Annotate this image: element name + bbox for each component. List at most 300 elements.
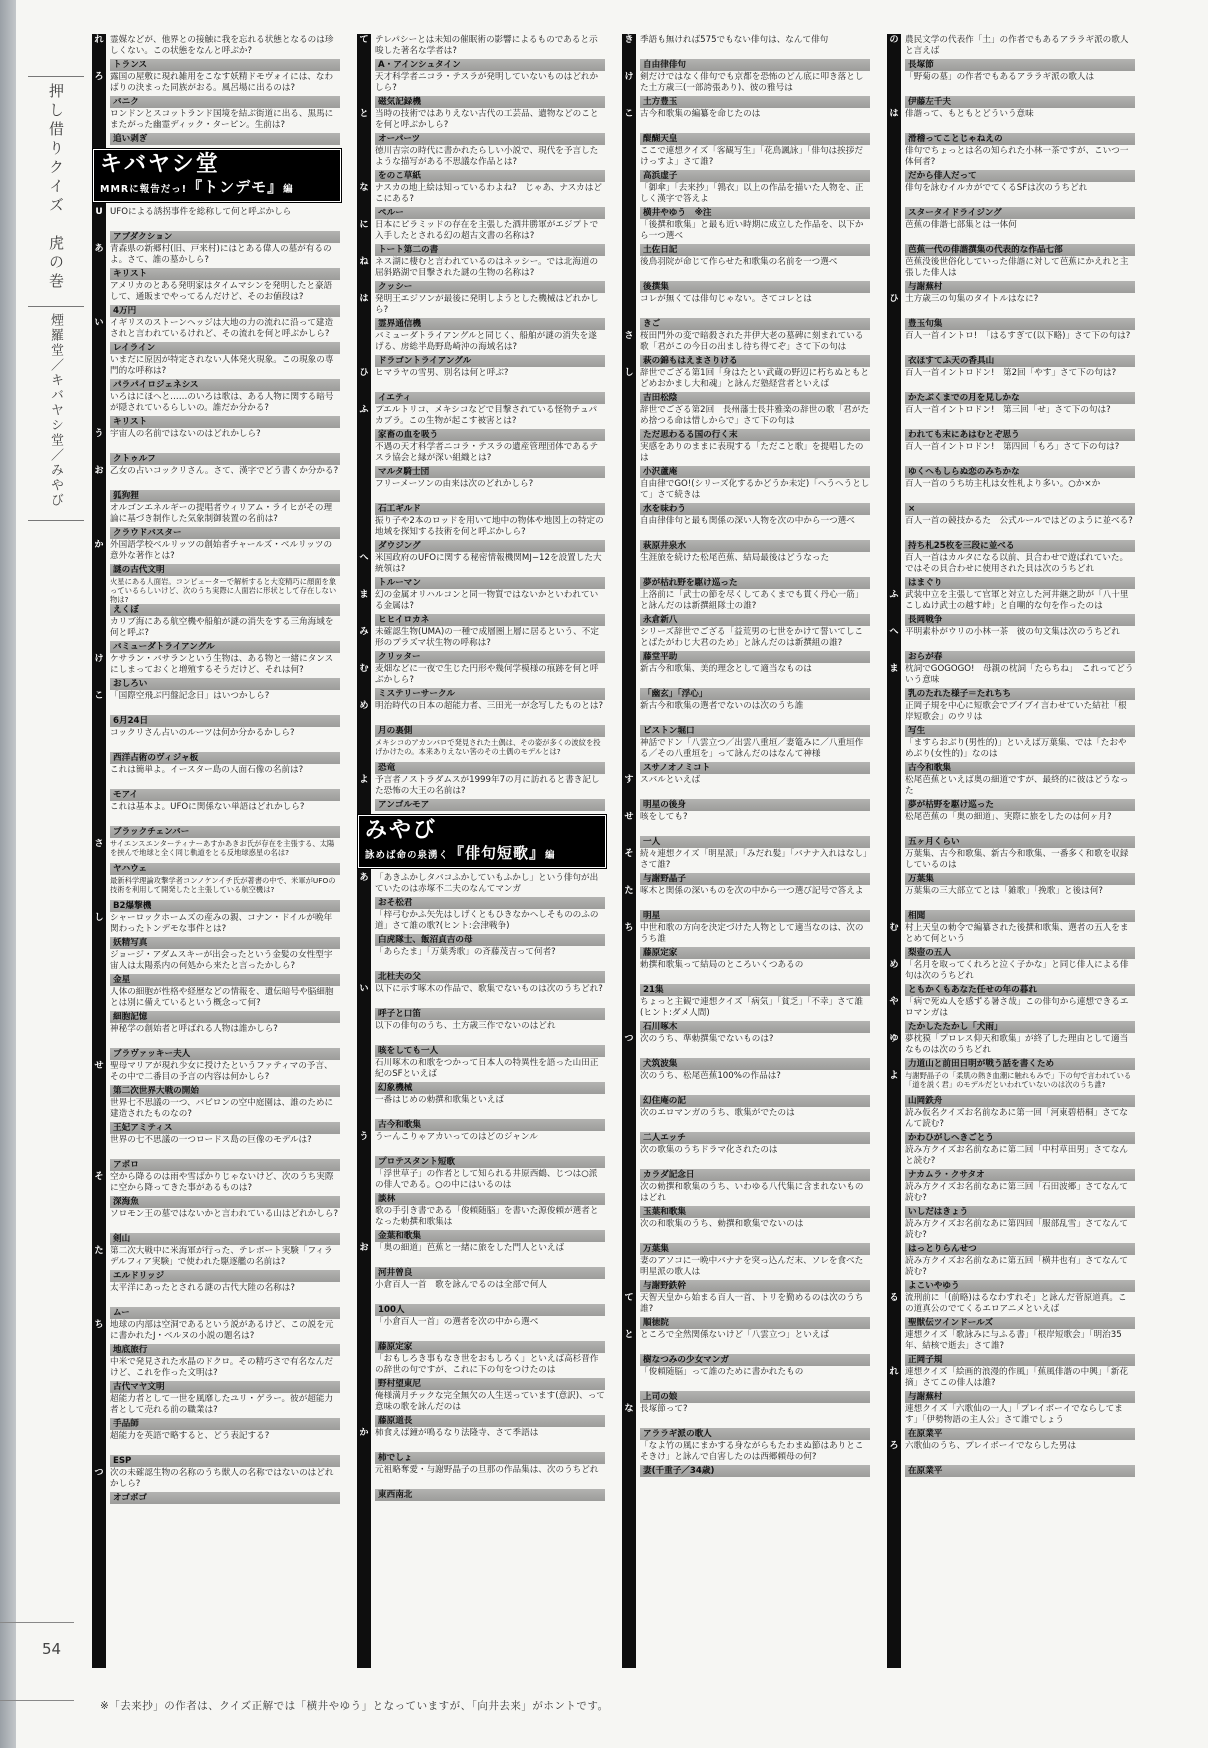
- answer-bar: 咳をしても一人: [375, 1045, 605, 1057]
- quiz-entry: [622, 1255, 872, 1292]
- question-text: 百人一首のうち坊主札は女性札より多い。○か×か: [905, 479, 1101, 489]
- question-text: 桜田門外の変で暗殺された井伊大老の墓碑に刻まれている歌「君がこの今日の出まし待ち得てぞ」さて下の句は: [640, 331, 864, 352]
- index-gutter: [622, 996, 636, 1033]
- entry-body: [371, 108, 607, 145]
- index-kana: す: [622, 774, 636, 811]
- index-kana: ゆ: [887, 1033, 901, 1070]
- section-title: みやび: [365, 818, 438, 843]
- section-subtitle-main: 『トンデモ』: [187, 178, 284, 197]
- quiz-entry: [622, 145, 872, 182]
- index-kana: む: [357, 663, 371, 700]
- entry-body: [106, 206, 342, 243]
- answer-bar: 高浜虚子: [640, 170, 870, 182]
- entry-body: [106, 539, 342, 576]
- question-text: コックリさん占いのルーツは何か分かるかしら?: [110, 728, 295, 739]
- entry-body: [371, 515, 607, 552]
- quiz-entry: [622, 552, 872, 589]
- entry-body: [371, 1464, 607, 1501]
- answer-bar: 一人: [640, 836, 870, 848]
- answer-bar: ミステリーサークル: [375, 688, 605, 700]
- index-gutter: [887, 811, 901, 848]
- question-text: 歌の手引き書である「俊頼随脳」を書いた源俊頼が選者となった勅撰和歌集は: [375, 1206, 599, 1227]
- index-kana: よ: [887, 1070, 901, 1107]
- quiz-entry: [887, 1144, 1137, 1181]
- answer-bar: 石工ギルド: [375, 503, 605, 515]
- question-text: 神秘学の創始者と呼ばれる人物は誰かしら?: [110, 1024, 278, 1035]
- answer-bar: おしろい: [110, 678, 340, 690]
- quiz-entry: [357, 1168, 607, 1205]
- entry-body: [106, 1171, 342, 1208]
- entry-body: [371, 478, 607, 515]
- quiz-entry: [622, 737, 872, 774]
- entry-body: [901, 404, 1137, 441]
- question-text: 松尾芭蕉といえば奥の細道ですが、最終的に彼はどうなった: [905, 775, 1129, 796]
- entry-body: [106, 1023, 342, 1060]
- quiz-entry: [357, 1464, 607, 1501]
- quiz-entry: [887, 663, 1137, 700]
- index-gutter: [887, 737, 901, 774]
- quiz-entry: [357, 34, 607, 71]
- quiz-entry: [92, 465, 342, 502]
- index-kana: た: [92, 1245, 106, 1282]
- entry-body: [371, 1020, 607, 1057]
- entry-body: [636, 330, 872, 367]
- answer-bar: たかしたたかし「犬雨」: [905, 1021, 1135, 1033]
- answer-bar: 河井曾良: [375, 1267, 605, 1279]
- question-text: 徳川吉宗の時代に書かれたらしい小説で、現代を予言したような描写がある不思議な作品とは?: [375, 146, 599, 167]
- question-text: 辞世でござる第2回 長州藩士長井雅楽の辞世の歌「君がため捨つる命は惜しからで」さて下の句は: [640, 405, 869, 426]
- quiz-entry: [92, 1023, 342, 1060]
- entry-body: [901, 1144, 1137, 1181]
- index-kana: て: [622, 1292, 636, 1329]
- answer-bar: アララギ派の歌人: [640, 1428, 870, 1440]
- quiz-entry: [622, 885, 872, 922]
- question-text: 次の勅撰和歌集のうち、いわゆる八代集に含まれないものはどれ: [640, 1182, 864, 1203]
- entry-body: [371, 946, 607, 983]
- index-kana: ち: [622, 922, 636, 959]
- question-text: 元祖略奪愛・与謝野晶子の旦那の作品集は、次のうちどれ: [375, 1465, 599, 1476]
- question-text: 村上天皇の勅令で編纂された後撰和歌集、選者の五人をまとめて何という: [905, 923, 1129, 944]
- quiz-entry: [622, 1033, 872, 1070]
- answer-bar: 藤原道長: [375, 1415, 605, 1427]
- quiz-entry: [887, 34, 1137, 71]
- question-text: 中米で発見された水晶のドクロ。その精巧さで有名なんだけど、これを作った文明は?: [110, 1357, 333, 1378]
- answer-bar: きご: [640, 318, 870, 330]
- question-text: バミューダトライアングルと同じく、船舶が謎の消失を遂げる、房総半島野島崎沖の海域名は?: [375, 331, 597, 352]
- index-gutter: [887, 774, 901, 811]
- answer-bar: 夢が枯れ野を駆け巡った: [640, 577, 870, 589]
- question-text: 農民文学の代表作「土」の作者でもあるアララギ派の歌人と言えば: [905, 35, 1129, 56]
- quiz-entry: [887, 219, 1137, 256]
- quiz-entry: [357, 293, 607, 330]
- entry-body: [901, 922, 1137, 959]
- entry-body: [371, 1353, 607, 1390]
- entry-body: [636, 1181, 872, 1218]
- answer-bar: 細胞記憶: [110, 1011, 340, 1023]
- entry-body: [636, 552, 872, 589]
- answer-bar: ともかくもあなた任せの年の暮れ: [905, 984, 1135, 996]
- answer-bar: 幻住庵の記: [640, 1095, 870, 1107]
- question-text: 振り子や2本のロッドを用いて地中の物体や地図上の特定の地域を探知する技術を何と呼ぶかしら?: [375, 516, 604, 537]
- question-text: 百人一首イントロドン! 第三回「せ」さて下の句は?: [905, 405, 1111, 415]
- index-gutter: [357, 478, 371, 515]
- question-text: 次のうち、準勅撰集でないものは?: [640, 1034, 774, 1044]
- question-text: 読み仮名クイズお名前なあに第一回「河東碧梧桐」さてなんて読む?: [905, 1108, 1128, 1129]
- entry-body: [371, 1131, 607, 1168]
- entry-body: [371, 1205, 607, 1242]
- entry-body: [636, 1255, 872, 1292]
- question-text: 連想クイズ「絵画的浪漫的作風」「蕉風俳諧の中興」「新花摘」さてこの俳人は誰?: [905, 1367, 1128, 1388]
- quiz-entry: [622, 663, 872, 700]
- quiz-entry: [92, 727, 342, 764]
- quiz-entry: [887, 71, 1137, 108]
- quiz-entry: [92, 1171, 342, 1208]
- question-text: 天智天皇から始まる百人一首、トリを勤めるのは次のうち誰?: [640, 1293, 864, 1314]
- index-gutter: [622, 1107, 636, 1144]
- question-text: うーんこりゃアカいってのはどのジャンル: [375, 1132, 538, 1143]
- answer-bar: 在原業平: [905, 1465, 1135, 1477]
- section-header-miyabi: [357, 814, 607, 869]
- question-text: 与謝野晶子の「柔肌の熱き血潮に触れもみで」下の句で言われている「道を説く君」のモデルだといわれていないのは次のうち誰?: [905, 1071, 1132, 1090]
- index-gutter: [357, 946, 371, 983]
- quiz-entry: [357, 108, 607, 145]
- quiz-entry: [357, 946, 607, 983]
- index-kana: と: [622, 1329, 636, 1366]
- entry-body: [371, 626, 607, 663]
- entry-body: [901, 626, 1137, 663]
- index-gutter: [622, 626, 636, 663]
- answer-bar: 万葉集: [905, 873, 1135, 885]
- entry-body: [106, 1060, 342, 1097]
- answer-bar: 藤堂平助: [640, 651, 870, 663]
- entry-body: [106, 576, 342, 616]
- entry-body: [636, 1292, 872, 1329]
- question-text: 勅撰和歌集って結局のところいくつあるの: [640, 960, 804, 970]
- quiz-entry: [622, 1292, 872, 1329]
- index-kana: け: [622, 71, 636, 108]
- quiz-entry: [92, 949, 342, 986]
- question-text: 自由律でGO!(シリーズ化するかどうか未定)「へうへうとして」さて続きは: [640, 479, 870, 500]
- index-kana: か: [357, 1427, 371, 1464]
- answer-bar: パラパイロジェネシス: [110, 379, 340, 391]
- quiz-entry: [887, 182, 1137, 219]
- entry-body: [901, 774, 1137, 811]
- answer-bar: 明星の後身: [640, 799, 870, 811]
- quiz-entry: [887, 441, 1137, 478]
- index-gutter: [92, 764, 106, 801]
- answer-bar: 謎の古代文明: [110, 564, 340, 576]
- entry-body: [636, 626, 872, 663]
- entry-body: [371, 219, 607, 256]
- question-text: 読み方クイズお名前なあに第四回「服部乱雪」さてなんて読む?: [905, 1219, 1128, 1240]
- question-text: 芭蕉没後世俗化していった俳諧に対して芭蕉にかえれと主張した俳人は: [905, 257, 1129, 278]
- index-gutter: [887, 848, 901, 885]
- question-text: 最新科学理論攻撃学者コンノケンイチ氏が著書の中で、米軍がUFOの技術を利用して開発したと主張している航空機は?: [110, 876, 336, 895]
- quiz-entry: [887, 959, 1137, 996]
- quiz-entry: [622, 589, 872, 626]
- section-subtitle: [365, 842, 599, 863]
- index-gutter: [887, 885, 901, 922]
- quiz-entry: [357, 983, 607, 1020]
- index-gutter: [357, 441, 371, 478]
- index-gutter: [92, 1208, 106, 1245]
- index-kana: き: [622, 34, 636, 71]
- entry-body: [371, 1242, 607, 1279]
- entry-body: [636, 922, 872, 959]
- quiz-entry: [92, 34, 342, 71]
- quiz-entry: [622, 71, 872, 108]
- question-text: 芭蕉の俳諧七部集とは一体何: [905, 220, 1017, 230]
- answer-bar: スタータイドライジング: [905, 207, 1135, 219]
- question-text: 天才科学者ニコラ・テスラが発明していないものはどれかしら?: [375, 72, 599, 93]
- index-gutter: [92, 875, 106, 912]
- question-text: 実感をありのままに表現する「ただこと歌」を提唱したのは: [640, 442, 864, 463]
- question-text: プエルトリコ、メキシコなどで目撃されている怪物チュパカブラ。この生物が起こす被害とは?: [375, 405, 598, 426]
- index-kana: あ: [357, 872, 371, 909]
- answer-bar: えくぼ: [110, 604, 340, 616]
- question-text: 続々連想クイズ「明星派」「みだれ髪」「バナナ入れはなし」さて誰?: [640, 849, 868, 870]
- scan-edge-shadow: [0, 0, 16, 1748]
- index-gutter: [887, 478, 901, 515]
- answer-bar: 21集: [640, 984, 870, 996]
- quiz-entry: [622, 626, 872, 663]
- answer-bar: 金星: [110, 974, 340, 986]
- section-title: キバヤシ堂: [100, 152, 220, 177]
- answer-bar: 追い剥ぎ: [110, 133, 340, 145]
- index-kana: れ: [92, 34, 106, 71]
- question-text: ネス湖に棲むと言われているのはネッシー。では北海道の屈斜路湖で目撃された謎の生物の名称は?: [375, 257, 599, 278]
- index-kana: は: [887, 108, 901, 145]
- index-gutter: [357, 1094, 371, 1131]
- entry-body: [901, 848, 1137, 885]
- answer-bar: 石川啄木: [640, 1021, 870, 1033]
- answer-bar: ESP: [110, 1455, 340, 1467]
- index-gutter: [887, 1107, 901, 1144]
- index-gutter: [887, 219, 901, 256]
- entry-body: [636, 811, 872, 848]
- quiz-entry: [622, 515, 872, 552]
- answer-bar: 永倉新八: [640, 614, 870, 626]
- question-text: 火星にある人面岩。コンピューターで解析すると大変精巧に顔面を象っているらしいけど、次のうち実際に人面岩に形状として存在しない物は?: [110, 577, 337, 605]
- entry-body: [636, 663, 872, 700]
- answer-bar: 古今和歌集: [375, 1119, 605, 1131]
- quiz-entry: [887, 330, 1137, 367]
- answer-bar: 月の裏側: [375, 725, 605, 737]
- index-gutter: [887, 145, 901, 182]
- quiz-entry: [887, 1329, 1137, 1366]
- answer-bar: いしだはきょう: [905, 1206, 1135, 1218]
- entry-body: [106, 949, 342, 986]
- index-gutter: [357, 145, 371, 182]
- answer-bar: 家畜の血を吸う: [375, 429, 605, 441]
- answer-bar: 醍醐天皇: [640, 133, 870, 145]
- entry-body: [901, 219, 1137, 256]
- answer-bar: 山岡鉄舟: [905, 1095, 1135, 1107]
- question-text: 百人一首はカルタになる以前、貝合わせで遊ばれていた。ではその貝合わせに使用された貝は次のうちどれ: [905, 553, 1129, 574]
- entry-body: [371, 552, 607, 589]
- index-kana: ま: [357, 589, 371, 626]
- quiz-entry: [887, 293, 1137, 330]
- answer-bar: 自由律俳句: [640, 59, 870, 71]
- quiz-entry: [92, 71, 342, 108]
- answer-bar: 力道山と前田日明が戦う話を書くため: [905, 1058, 1135, 1070]
- index-gutter: [622, 182, 636, 219]
- quiz-entry: [887, 1255, 1137, 1292]
- index-gutter: [92, 949, 106, 986]
- answer-bar: ブラックチェンバー: [110, 826, 340, 838]
- answer-bar: 手品師: [110, 1418, 340, 1430]
- index-gutter: [887, 1255, 901, 1292]
- index-kana: U: [92, 206, 106, 243]
- question-text: 新古今和歌集、美的理念として適当なものは: [640, 664, 812, 674]
- quiz-column-4: [887, 34, 1137, 1668]
- entry-body: [106, 690, 342, 727]
- index-gutter: [357, 1390, 371, 1427]
- question-text: 第二次大戦中に米海軍が行った、テレポート実験「フィラデルフィア実験」で使われた駆逐艦の名前は?: [110, 1246, 333, 1267]
- quiz-entry: [357, 330, 607, 367]
- quiz-columns: [92, 34, 1158, 1668]
- question-text: 流刑前に「(前略)はるなわすれそ」と詠んだ菅原道真。この道真公のでてくるエロアニメといえば: [905, 1293, 1127, 1314]
- sidebar-rule-top: [28, 76, 84, 77]
- question-text: 次の和歌集のうち、勅撰和歌集でないのは: [640, 1219, 804, 1229]
- answer-bar: オーパーツ: [375, 133, 605, 145]
- index-kana: む: [887, 922, 901, 959]
- index-kana: こ: [622, 108, 636, 145]
- index-gutter: [92, 576, 106, 616]
- answer-bar: 萩の錦もはえまさりける: [640, 355, 870, 367]
- entry-body: [636, 71, 872, 108]
- question-text: これは基本よ。UFOに関係ない単語はどれかしら?: [110, 802, 305, 813]
- section-subtitle-post: 編: [545, 850, 556, 862]
- entry-body: [371, 872, 607, 909]
- entry-body: [901, 1366, 1137, 1403]
- question-text: 「名月を取ってくれろと泣く子かな」と同じ俳人による俳句は次のうちどれ: [905, 960, 1129, 981]
- entry-body: [901, 589, 1137, 626]
- question-text: 次のエロマンガのうち、歌集がでたのは: [640, 1108, 795, 1118]
- entry-body: [106, 71, 342, 108]
- answer-bar: よこいやゆう: [905, 1280, 1135, 1292]
- index-gutter: [92, 1097, 106, 1134]
- entry-body: [106, 465, 342, 502]
- index-gutter: [887, 404, 901, 441]
- answer-bar: ブラヴァッキー夫人: [110, 1048, 340, 1060]
- quiz-entry: [887, 1107, 1137, 1144]
- question-text: 俳句でちょっとは名の知られた小林一茶ですが、こいつ一体何者?: [905, 146, 1129, 167]
- question-text: 自由律俳句と最も関係の深い人物を次の中から一つ選べ: [640, 516, 855, 526]
- quiz-entry: [887, 848, 1137, 885]
- index-gutter: [92, 801, 106, 838]
- quiz-entry: [622, 959, 872, 996]
- quiz-entry: [357, 367, 607, 404]
- entry-body: [636, 145, 872, 182]
- quiz-entry: [92, 539, 342, 576]
- question-text: 麦畑などに一夜で生じた円形や幾何学模様の痕跡を何と呼ぶかしら?: [375, 664, 599, 685]
- answer-bar: ドラゴントライアングル: [375, 355, 605, 367]
- entry-body: [636, 589, 872, 626]
- index-kana: お: [92, 465, 106, 502]
- quiz-entry: [887, 1292, 1137, 1329]
- question-text: 万葉集、古今和歌集、新古今和歌集、一番多く和歌を収録しているのは: [905, 849, 1129, 870]
- question-text: いろはにほへと……のいろは歌は、ある人物に関する暗号が隠されているらしいの。誰だか分かる?: [110, 392, 334, 413]
- entry-body: [901, 1070, 1137, 1107]
- question-text: 次の未確認生物の名称のうち獣人の名称ではないのはどれかしら?: [110, 1468, 334, 1489]
- index-gutter: [92, 108, 106, 145]
- entry-body: [371, 700, 607, 737]
- quiz-entry: [92, 801, 342, 838]
- answer-bar: ゆくへもしらぬ恋のみちかな: [905, 466, 1135, 478]
- question-text: 以下の俳句のうち、土方歳三作でないのはどれ: [375, 1021, 556, 1032]
- quiz-entry: [887, 515, 1137, 552]
- index-gutter: [357, 909, 371, 946]
- quiz-entry: [92, 280, 342, 317]
- entry-body: [106, 1097, 342, 1134]
- index-kana: つ: [92, 1467, 106, 1504]
- question-text: 正岡子規を中心に短歌会でブイブイ言わせていた結社「根岸短歌会」のウリは: [905, 701, 1127, 722]
- quiz-entry: [622, 1107, 872, 1144]
- question-text: 太平洋にあったとされる謎の古代大陸の名称は?: [110, 1283, 295, 1294]
- index-gutter: [887, 182, 901, 219]
- answer-bar: マルタ騎士団: [375, 466, 605, 478]
- answer-bar: 滑稽ってことじゃねえの: [905, 133, 1135, 145]
- question-text: 発明王エジソンが最後に発明しようとした機械はどれかしら?: [375, 294, 599, 315]
- answer-bar: ナカムラ・クサタオ: [905, 1169, 1135, 1181]
- quiz-entry: [92, 1356, 342, 1393]
- question-text: 読み方クイズお名前なあに第三回「石田波郷」さてなんて読む?: [905, 1182, 1128, 1203]
- entry-body: [901, 367, 1137, 404]
- answer-bar: ただ思わるる国の行く末: [640, 429, 870, 441]
- entry-body: [106, 1467, 342, 1504]
- index-kana: め: [887, 959, 901, 996]
- entry-body: [636, 737, 872, 774]
- sidebar-title: 押し借りクイズ 虎の巻: [47, 83, 65, 292]
- index-gutter: [622, 478, 636, 515]
- entry-body: [106, 801, 342, 838]
- question-text: 米国政府のUFOに関する秘密情報機関MJ−12を設置した大統領は?: [375, 553, 602, 574]
- answer-bar: 呼子と口笛: [375, 1008, 605, 1020]
- quiz-entry: [622, 1218, 872, 1255]
- answer-bar: バミューダトライアングル: [110, 641, 340, 653]
- quiz-entry: [92, 1097, 342, 1134]
- question-text: 読み方クイズお名前なあに第二回「中村草田男」さてなんと読む?: [905, 1145, 1128, 1166]
- index-kana: せ: [622, 811, 636, 848]
- quiz-entry: [357, 1353, 607, 1390]
- answer-bar: イエティ: [375, 392, 605, 404]
- quiz-entry: [887, 552, 1137, 589]
- quiz-entry: [622, 922, 872, 959]
- quiz-entry: [887, 108, 1137, 145]
- entry-body: [371, 1057, 607, 1094]
- entry-body: [106, 391, 342, 428]
- answer-bar: 衣ほすてふ天の香具山: [905, 355, 1135, 367]
- question-text: 明治時代の日本の超能力者、三田光一が念写したものとは?: [375, 701, 603, 711]
- entry-body: [106, 243, 342, 280]
- entry-body: [106, 1245, 342, 1282]
- entry-body: [371, 182, 607, 219]
- answer-bar: 「幽玄」「浮心」: [640, 688, 870, 700]
- entry-body: [106, 1282, 342, 1319]
- quiz-entry: [92, 1134, 342, 1171]
- entry-body: [636, 1144, 872, 1181]
- entry-body: [106, 875, 342, 912]
- quiz-entry: [622, 367, 872, 404]
- question-text: 長塚節って?: [640, 1404, 688, 1414]
- question-text: 次のうち、松尾芭蕉100%の作品は?: [640, 1071, 781, 1081]
- quiz-entry: [357, 909, 607, 946]
- quiz-entry: [887, 256, 1137, 293]
- entry-body: [371, 256, 607, 293]
- quiz-entry: [622, 1070, 872, 1107]
- index-gutter: [92, 1356, 106, 1393]
